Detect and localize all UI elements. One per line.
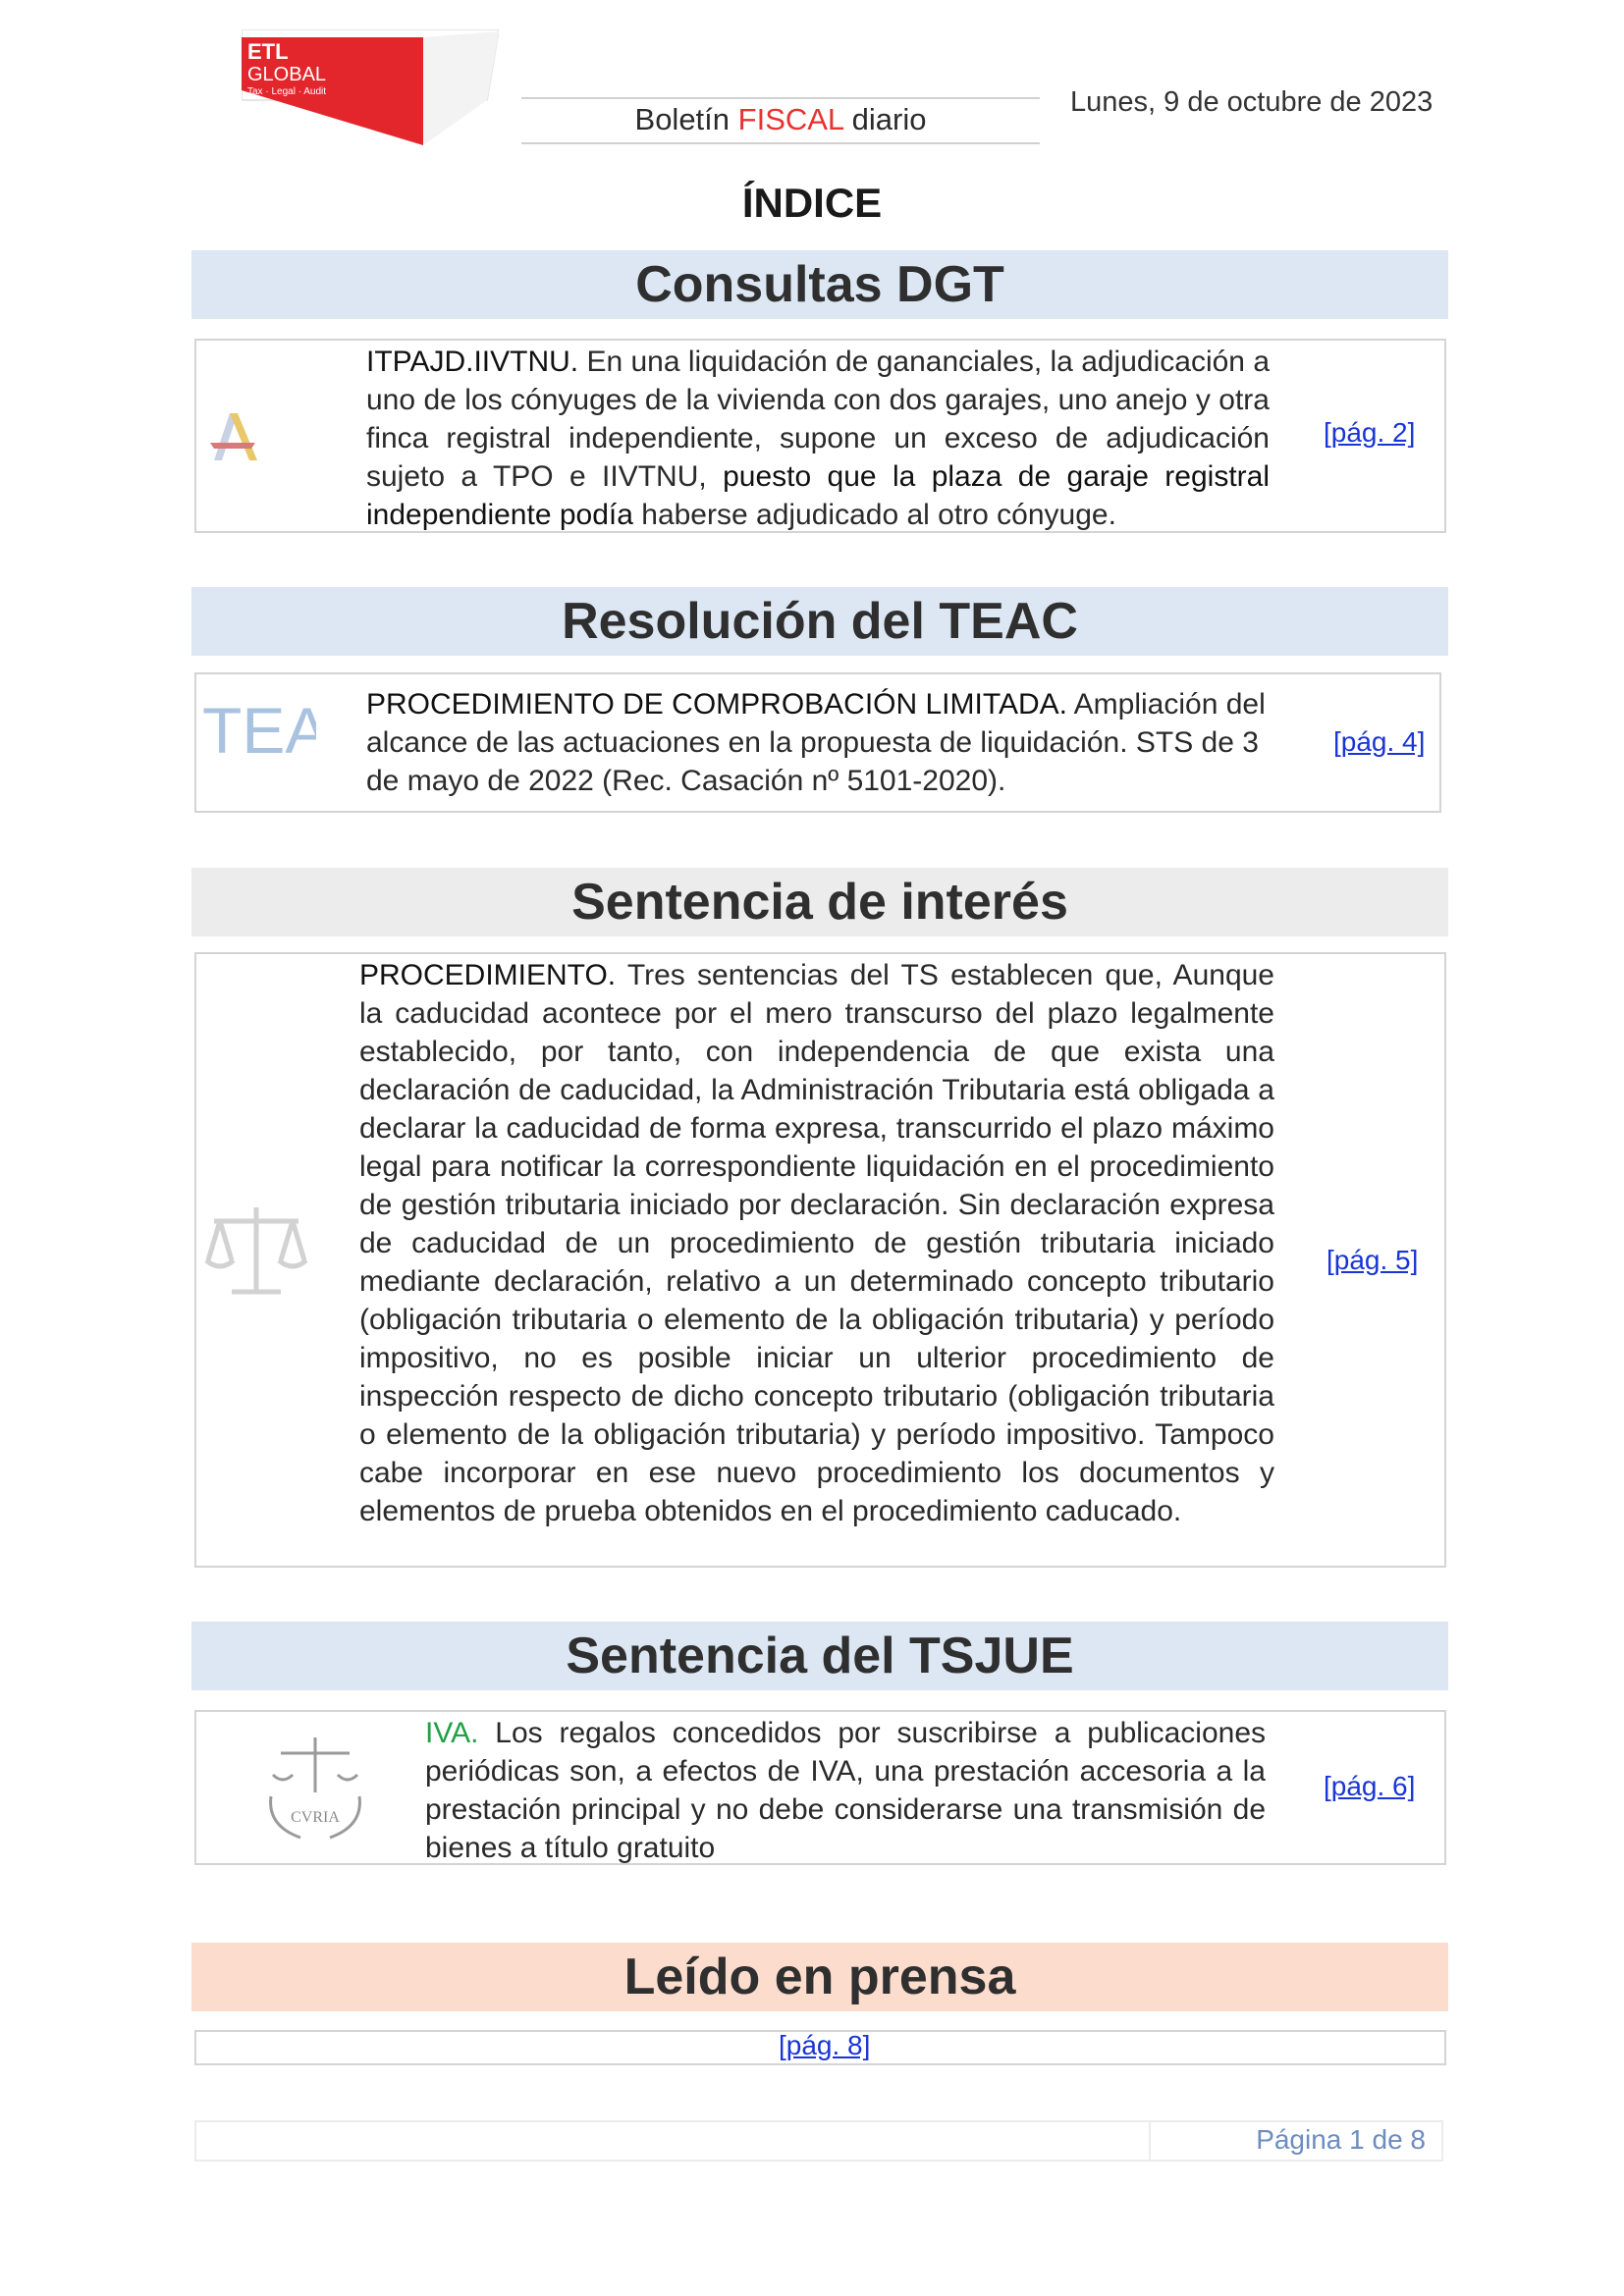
entry-lead-dgt: ITPAJD.IIVTNU. — [366, 346, 579, 378]
page-link-dgt[interactable]: [pág. 2] — [1324, 417, 1416, 448]
entry-sentencia-interes — [194, 952, 1446, 1568]
index-title: ÍNDICE — [741, 180, 883, 226]
entry-leido-prensa — [194, 2030, 1446, 2065]
entry-tail-dgt: haberse adjudicado al otro cónyuge. — [632, 499, 1116, 531]
section-banner-leido-prensa: Leído en prensa — [191, 1943, 1448, 2011]
entry-text-tsjue — [425, 1714, 1266, 1867]
section-banner-sentencia-interes: Sentencia de interés — [191, 868, 1448, 936]
section-banner-consultas-dgt: Consultas DGT — [191, 250, 1448, 319]
entry-lead-teac: PROCEDIMIENTO DE COMPROBACIÓN LIMITADA. — [366, 688, 1067, 721]
bulletin-title-suffix: diario — [843, 102, 927, 136]
teac-logo — [200, 692, 316, 767]
etl-logo-graphic — [242, 29, 499, 145]
bulletin-divider-bottom — [521, 142, 1040, 144]
page-link-teac[interactable]: [pág. 4] — [1333, 726, 1426, 757]
bulletin-title-accent: FISCAL — [737, 102, 844, 136]
page-link-sentencia[interactable]: [pág. 5] — [1326, 1245, 1419, 1275]
bulletin-title-prefix: Boletín — [634, 102, 738, 136]
agencia-tributaria-icon — [200, 403, 265, 468]
cvria-emblem-text: CVRIA — [291, 1809, 340, 1826]
logo-text-global: GLOBAL — [247, 64, 327, 85]
header-date: Lunes, 9 de octubre de 2023 — [1070, 86, 1434, 118]
teac-logo-text: TEA — [202, 694, 316, 767]
footer-page-number: Página 1 de 8 — [1256, 2124, 1426, 2155]
section-banner-sentencia-tsjue: Sentencia del TSJUE — [191, 1622, 1448, 1690]
footer-divider — [1149, 2120, 1151, 2162]
entry-sentencia-tsjue — [194, 1710, 1446, 1865]
bulletin-divider-top — [521, 97, 1040, 99]
entry-consultas-dgt — [194, 339, 1446, 533]
entry-body-dgt: En una liquidación de gananciales, la adjudicación a uno de los cónyuges de la vivienda con dos garajes, uno anejo y otra finca registral independiente, supone un exceso de adjudicación sujeto a TPO e IIVTNU, — [366, 346, 1270, 493]
entry-text-dgt — [366, 343, 1270, 534]
section-banner-resolucion-teac: Resolución del TEAC — [191, 587, 1448, 656]
cvria-emblem-icon — [261, 1728, 369, 1851]
etl-global-logo — [242, 29, 499, 145]
scales-of-justice-icon — [202, 1200, 310, 1298]
entry-lead-sentencia: PROCEDIMIENTO. — [359, 959, 617, 991]
entry-resolucion-teac — [194, 672, 1441, 813]
page-link-prensa[interactable]: [pág. 8] — [779, 2030, 871, 2060]
logo-text-tagline: Tax · Legal · Audit — [247, 86, 327, 97]
logo-text-etl: ETL — [247, 39, 289, 64]
entry-body-teac: Ampliación del alcance de las actuaciones en la propuesta de liquidación. STS de 3 de mayo de 2022 (Rec. Casación nº 5101-2020). — [366, 688, 1266, 797]
entry-lead-tsjue: IVA. — [425, 1717, 479, 1749]
entry-body-sentencia: Tres sentencias del TS establecen que, Aunque la caducidad acontece por el mero transcurso del plazo legalmente establecido, por tanto, con independencia de que exista una declaración de caducidad, la Administración Tributaria está obligada a declarar la caducidad de forma expresa, transcurrido el plazo máximo legal para notificar la correspondiente liquidación en el procedimiento de gestión tributaria iniciado por declaración. Sin declaración expresa de caducidad de un procedimiento de gestión tributaria iniciado mediante declaración, relativo a un determinado concepto tributario (obligación tributaria o elemento de la obligación tributaria) y período impositivo, no es posible iniciar un ulterior procedimiento de inspección respecto de dicho concepto tributario (obligación tributaria o elemento de la obligación tributaria) y período impositivo. Tampoco cabe incorporar en ese nuevo procedimiento los documentos y elementos de prueba obtenidos en el procedimiento caducado. — [359, 959, 1274, 1527]
entry-text-teac — [366, 685, 1299, 800]
page-link-tsjue[interactable]: [pág. 6] — [1324, 1771, 1416, 1801]
entry-body-tsjue: Los regalos concedidos por suscribirse a publicaciones periódicas son, a efectos de IVA, una prestación accesoria a la prestación principal y no debe considerarse una transmisión de bienes a título gratuito — [425, 1717, 1266, 1864]
entry-emphasis-dgt: puesto que la plaza de garaje registral independiente podía — [366, 460, 1270, 531]
entry-text-sentencia — [359, 956, 1274, 1530]
bulletin-title — [521, 102, 1040, 137]
